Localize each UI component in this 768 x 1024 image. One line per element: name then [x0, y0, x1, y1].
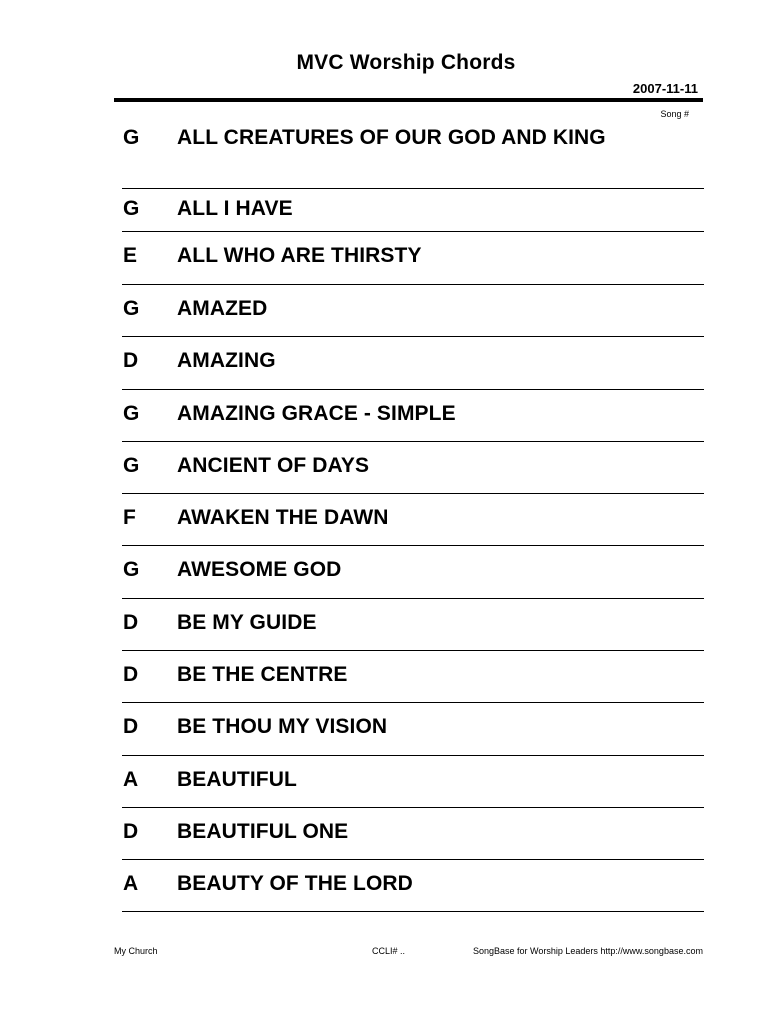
song-key: D [123, 663, 139, 686]
song-row [122, 232, 704, 285]
song-key: E [123, 244, 138, 267]
song-key: G [123, 126, 140, 149]
song-key: A [123, 872, 139, 895]
date-label: 2007-11-11 [632, 81, 698, 96]
song-key: A [123, 768, 139, 791]
song-row [122, 442, 704, 494]
song-row [122, 860, 704, 912]
song-key: D [123, 611, 139, 634]
song-title: ANCIENT OF DAYS [177, 454, 370, 477]
song-title: AWESOME GOD [177, 558, 342, 581]
song-title: BE THE CENTRE [177, 663, 348, 686]
song-title: AMAZED [177, 297, 268, 320]
song-row [122, 124, 704, 189]
song-title: BEAUTIFUL ONE [177, 820, 349, 843]
song-title: BEAUTIFUL [177, 768, 297, 791]
page-title: MVC Worship Chords [296, 51, 516, 74]
song-key: G [123, 402, 140, 425]
song-row [122, 494, 704, 546]
song-key: G [123, 558, 140, 581]
song-row [122, 808, 704, 860]
song-title: ALL WHO ARE THIRSTY [177, 244, 422, 267]
song-title: AMAZING [177, 349, 276, 372]
song-row [122, 390, 704, 442]
song-row [122, 285, 704, 337]
song-title: AMAZING GRACE - SIMPLE [177, 402, 456, 425]
song-title: ALL I HAVE [177, 197, 293, 220]
song-key: D [123, 715, 139, 738]
song-key: F [123, 506, 136, 529]
song-row [122, 703, 704, 756]
song-row [122, 599, 704, 651]
song-title: ALL CREATURES OF OUR GOD AND KING [177, 126, 606, 149]
song-row [122, 651, 704, 703]
song-key: G [123, 297, 140, 320]
song-row [122, 189, 704, 232]
footer-software: SongBase for Worship Leaders http://www.songbase.com [473, 946, 703, 956]
footer-church: My Church [114, 946, 158, 956]
song-key: G [123, 454, 140, 477]
song-key: D [123, 349, 139, 372]
song-row [122, 337, 704, 390]
song-row [122, 546, 704, 599]
song-title: AWAKEN THE DAWN [177, 506, 389, 529]
song-row [122, 756, 704, 808]
footer-ccli: CCLI# .. [372, 946, 406, 956]
song-title: BEAUTY OF THE LORD [177, 872, 413, 895]
song-key: D [123, 820, 139, 843]
song-number-label: Song # [660, 109, 689, 119]
song-title: BE THOU MY VISION [177, 715, 388, 738]
song-key: G [123, 197, 140, 220]
song-title: BE MY GUIDE [177, 611, 317, 634]
